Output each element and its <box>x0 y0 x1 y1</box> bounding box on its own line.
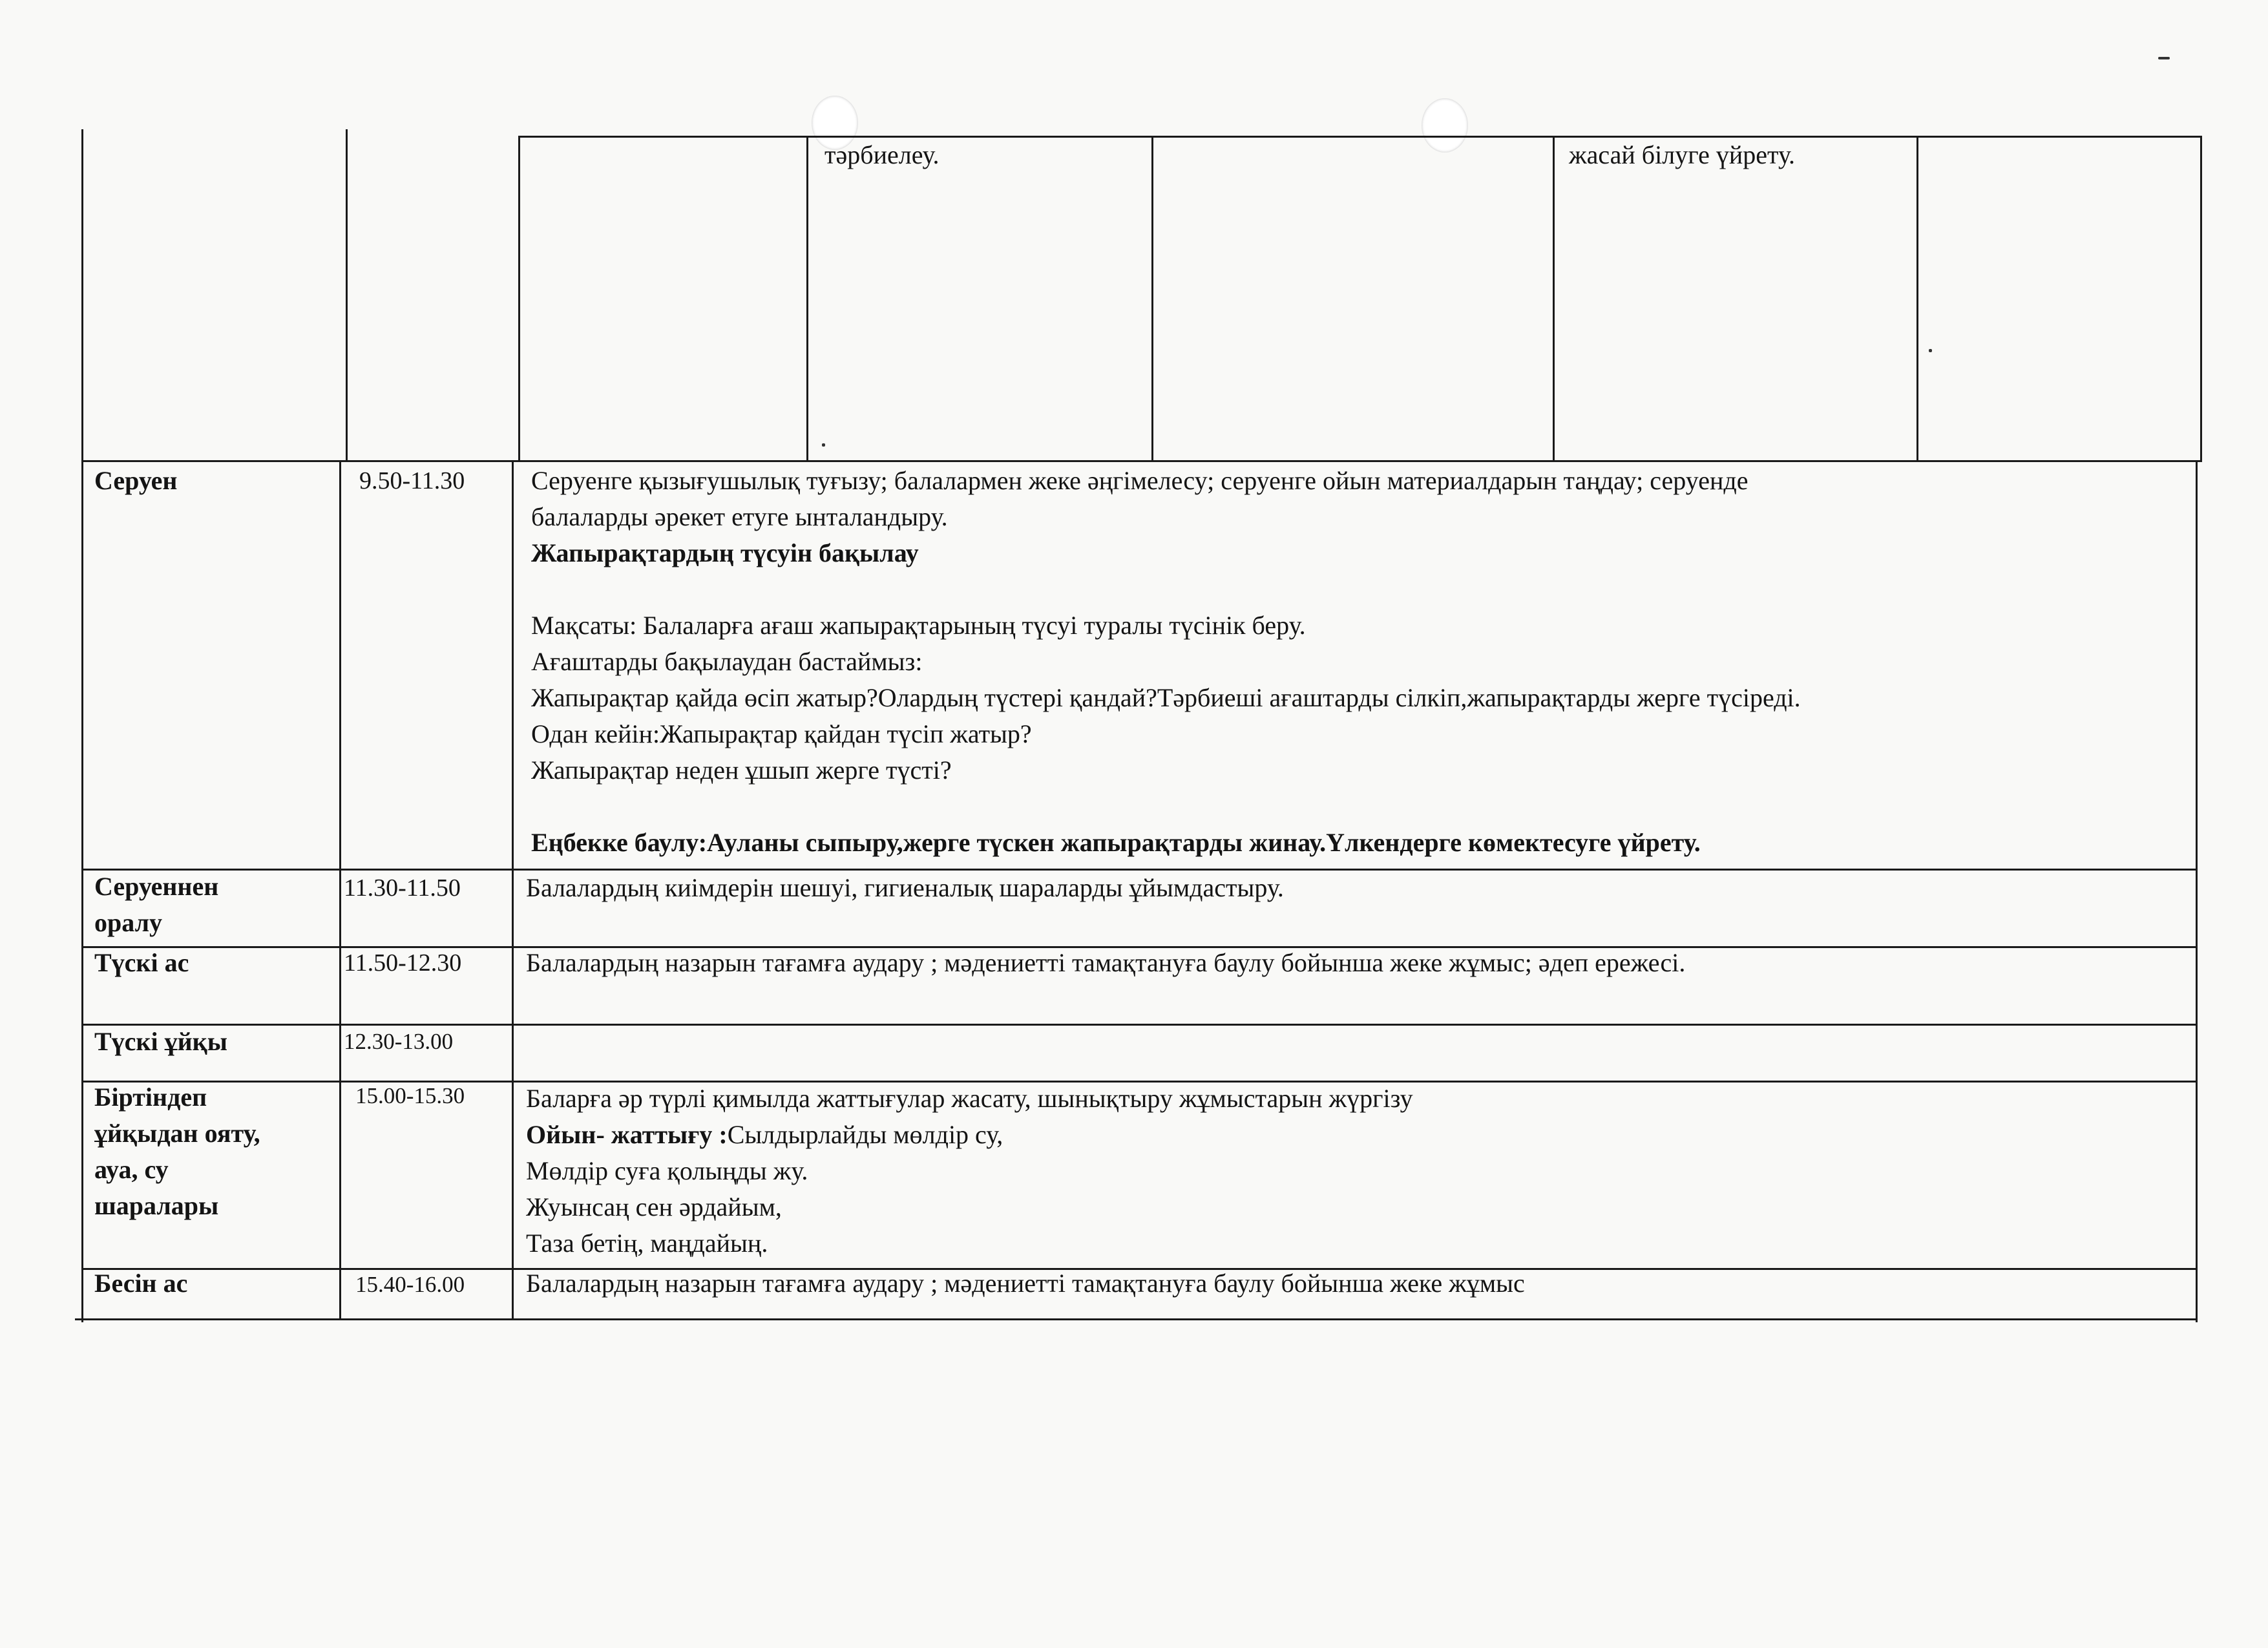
activity-description: Балалардың киімдерін шешуі, гигиеналық шараларды ұйымдастыру. <box>526 873 1284 902</box>
poem-line: Мөлдір суға қолыңды жу. <box>526 1156 808 1185</box>
time-label: 15.00-15.30 <box>355 1083 465 1108</box>
description-line: Жапырақтар неден ұшып жерге түсті? <box>531 755 952 785</box>
grid-line <box>1553 136 1555 460</box>
grid-line <box>512 460 514 1320</box>
blank-line <box>531 571 1801 607</box>
activity-label: Түскі ұйқы <box>94 1027 227 1056</box>
grid-line <box>2196 460 2198 1322</box>
grid-line <box>806 136 808 460</box>
activity-label <box>94 869 218 941</box>
activity-label-line: Біртіндеп <box>94 1083 207 1112</box>
description-line: Жапырақтар қайда өсіп жатыр?Олардың түстері қандай?Тәрбиеші ағаштарды сілкіп,жапырақтарды жерге түсіреді. <box>531 683 1801 712</box>
description-line <box>526 1117 1413 1153</box>
activity-label-line: Серуеннен <box>94 872 219 901</box>
activity-label-line: ауа, су <box>94 1155 169 1184</box>
poem-line: Таза бетің, маңдайың. <box>526 1229 768 1258</box>
activity-description <box>531 463 1801 861</box>
activity-description: Балалардың назарын тағамға аудару ; мәдениетті тамақтануға баулу бойынша жеке жұмыс; әдеп ережесі. <box>526 948 1686 977</box>
punch-hole-right <box>1422 98 1468 153</box>
grid-line <box>518 136 2202 138</box>
time-label: 11.50-12.30 <box>344 949 462 977</box>
scan-speck <box>822 443 825 447</box>
time-label: 9.50-11.30 <box>359 467 465 494</box>
poem-line: Жуынсаң сен әрдайым, <box>526 1192 782 1221</box>
activity-label: Бесін ас <box>94 1269 188 1298</box>
activity-label-line: оралу <box>94 908 163 937</box>
description-line: Баларға әр түрлі қимылда жаттығулар жасату, шынықтыру жұмыстарын жүргізу <box>526 1084 1413 1113</box>
activity-label: Түскі ас <box>94 948 189 977</box>
description-line: балаларды әрекет етуге ынталандыру. <box>531 502 948 531</box>
work-task-line: Еңбекке баулу:Ауланы сыпыру,жерге түскен жапырақтарды жинау.Үлкендерге көмектесуге үйрету. <box>531 828 1701 857</box>
scan-speck <box>2158 57 2170 59</box>
grid-line <box>1916 136 1918 460</box>
activity-description: Балалардың назарын тағамға аудару ; мәдениетті тамақтануға баулу бойынша жеке жұмыс <box>526 1269 1525 1298</box>
game-exercise-label: Ойын- жаттығу : <box>526 1120 728 1149</box>
description-line: Одан кейін:Жапырақтар қайдан түсіп жатыр? <box>531 719 1032 748</box>
description-line: Мақсаты: Балаларға ағаш жапырақтарының түсуі туралы түсінік беру. <box>531 611 1306 640</box>
grid-line <box>346 129 348 460</box>
grid-line <box>81 460 2202 462</box>
activity-label-line: шаралары <box>94 1191 219 1220</box>
cell-text: жасай білуге үйрету. <box>1569 140 1795 169</box>
scan-speck <box>1929 349 1932 352</box>
grid-line <box>518 136 520 460</box>
activity-label-line: ұйқыдан ояту, <box>94 1119 260 1148</box>
activity-description <box>526 1081 1413 1262</box>
cell-text: тәрбиелеу. <box>824 140 940 169</box>
description-line: Ағаштарды бақылаудан бастаймыз: <box>531 647 923 676</box>
description-line: Серуенге қызығушылық туғызу; балалармен жеке әңгімелесу; серуенге ойын материалдарын таңдау; серуенде <box>531 466 1748 495</box>
poem-line: Сылдырлайды мөлдір су, <box>727 1120 1003 1149</box>
time-label: 15.40-16.00 <box>355 1272 465 1297</box>
grid-line <box>339 460 341 1320</box>
activity-label <box>94 1079 260 1224</box>
grid-line <box>81 129 83 1322</box>
grid-line <box>2200 136 2202 460</box>
section-heading: Жапырақтардың түсуін бақылау <box>531 538 919 567</box>
blank-line <box>531 788 1801 825</box>
time-label: 12.30-13.00 <box>344 1029 454 1054</box>
activity-label: Серуен <box>94 466 178 495</box>
time-label: 11.30-11.50 <box>344 874 461 902</box>
grid-line <box>1151 136 1153 460</box>
grid-line <box>75 1318 2198 1320</box>
